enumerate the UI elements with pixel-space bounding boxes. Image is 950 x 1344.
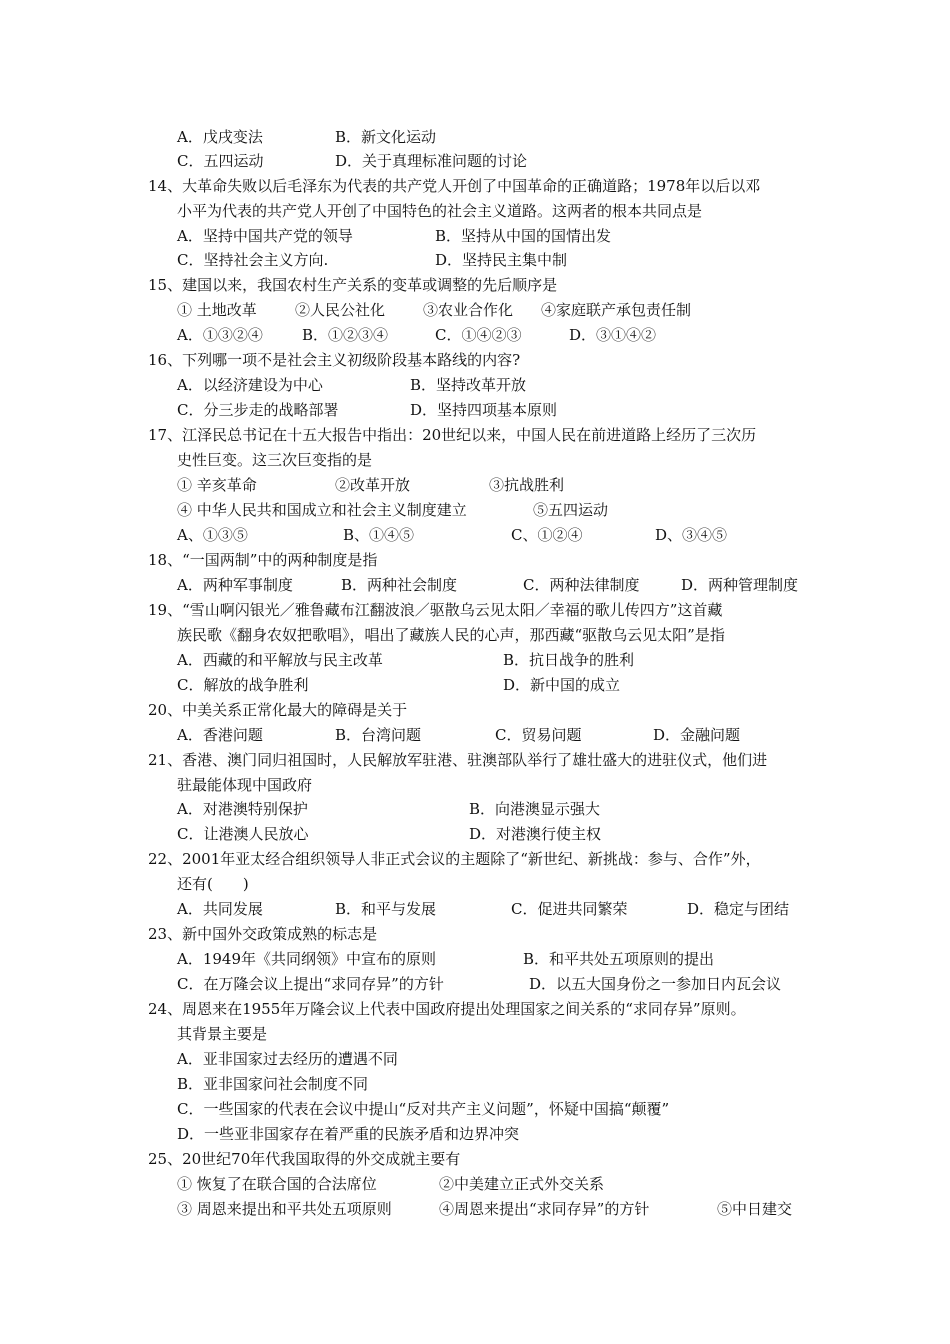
text-segment: D．新中国的成立	[503, 676, 621, 694]
text-segment: D．稳定与团结	[687, 900, 790, 918]
text-segment: A．香港问题	[177, 726, 263, 744]
text-segment: ⑤中日建交	[717, 1200, 793, 1218]
text-segment: 其背景主要是	[177, 1025, 268, 1043]
text-segment: D．关于真理标准问题的讨论	[335, 152, 528, 170]
text-segment: 15、建国以来，我国农村生产关系的变革或调整的先后顺序是	[148, 276, 558, 294]
text-segment: B、①④⑤	[343, 526, 415, 544]
text-segment: ① 土地改革	[177, 301, 257, 319]
text-segment: B．坚持改革开放	[410, 376, 527, 394]
text-segment: B．新文化运动	[335, 128, 437, 146]
text-segment: D．坚持民主集中制	[435, 251, 568, 269]
text-segment: B．和平与发展	[335, 900, 437, 918]
text-segment: B．向港澳显示强大	[469, 800, 601, 818]
text-segment: D．③①④②	[569, 326, 657, 344]
text-segment: A．亚非国家过去经历的遭遇不同	[177, 1050, 398, 1068]
text-segment: C．一些国家的代表在会议中提山“反对共产主义问题”，怀疑中国搞“颠覆”	[177, 1100, 670, 1118]
text-segment: ④周恩来提出“求同存异”的方针	[439, 1200, 650, 1218]
text-segment: 16、下列哪一项不是社会主义初级阶段基本路线的内容?	[148, 351, 521, 369]
text-segment: A．对港澳特别保护	[177, 800, 308, 818]
text-segment: C．贸易问题	[495, 726, 582, 744]
text-segment: C．在万隆会议上提出“求同存异”的方针	[177, 975, 444, 993]
text-segment: ④ 中华人民共和国成立和社会主义制度建立	[177, 501, 467, 519]
text-segment: 17、江泽民总书记在十五大报告中指出：20世纪以来，中国人民在前进道路上经历了三次历	[148, 426, 757, 444]
text-segment: D．两种管理制度	[681, 576, 799, 594]
text-segment: C．分三步走的战略部署	[177, 401, 339, 419]
text-segment: D．以五大国身份之一参加日内瓦会议	[529, 975, 782, 993]
text-segment: 19、“雪山啊闪银光／雅鲁藏布江翻波浪／驱散乌云见太阳／幸福的歌儿传四方”这首藏	[148, 601, 723, 619]
text-segment: C．①④②③	[435, 326, 522, 344]
text-segment: B．①②③④	[302, 326, 389, 344]
text-segment: B．坚持从中国的国情出发	[435, 227, 612, 245]
text-segment: ②人民公社化	[295, 301, 386, 319]
text-segment: 族民歌《翻身农奴把歌唱》，唱出了藏族人民的心声，那西藏“驱散乌云见太阳”是指	[177, 626, 725, 644]
text-segment: B．抗日战争的胜利	[503, 651, 635, 669]
text-segment: ②中美建立正式外交关系	[439, 1175, 605, 1193]
text-segment: B．台湾问题	[335, 726, 422, 744]
text-segment: D．对港澳行使主权	[469, 825, 602, 843]
text-segment: C．解放的战争胜利	[177, 676, 309, 694]
text-segment: D．金融问题	[653, 726, 741, 744]
text-segment: ⑤五四运动	[533, 501, 609, 519]
text-segment: D．一些亚非国家存在着严重的民族矛盾和边界冲突	[177, 1125, 520, 1143]
text-segment: A．以经济建设为中心	[177, 376, 323, 394]
text-segment: 18、“一国两制”中的两种制度是指	[148, 551, 378, 569]
text-segment: ① 辛亥革命	[177, 476, 257, 494]
text-segment: A．坚持中国共产党的领导	[177, 227, 353, 245]
text-segment: C．两种法律制度	[523, 576, 640, 594]
text-segment: 22、2001年亚太经合组织领导人非正式会议的主题除了“新世纪、新挑战：参与、合作”外，	[148, 850, 761, 868]
text-segment: C．促进共同繁荣	[511, 900, 628, 918]
text-segment: C．坚持社会主义方向.	[177, 251, 329, 269]
text-segment: D、③④⑤	[655, 526, 728, 544]
text-segment: 24、周恩来在1955年万隆会议上代表中国政府提出处理国家之间关系的“求同存异”原则。	[148, 1000, 746, 1018]
text-segment: A．1949年《共同纲领》中宣布的原则	[177, 950, 437, 968]
text-segment: A．共同发展	[177, 900, 263, 918]
text-segment: ③农业合作化	[423, 301, 514, 319]
text-segment: 14、大革命失败以后毛泽东为代表的共产党人开创了中国革命的正确道路；1978年以后以邓	[148, 177, 761, 195]
text-segment: 25、20世纪70年代我国取得的外交成就主要有	[148, 1150, 461, 1168]
text-segment: ③抗战胜利	[489, 476, 565, 494]
text-segment: C．五四运动	[177, 152, 264, 170]
text-segment: 23、新中国外交政策成熟的标志是	[148, 925, 378, 943]
text-segment: D．坚持四项基本原则	[410, 401, 558, 419]
text-segment: B．亚非国家问社会制度不同	[177, 1075, 369, 1093]
text-segment: A．两种军事制度	[177, 576, 293, 594]
text-segment: B．和平共处五项原则的提出	[523, 950, 715, 968]
text-segment: ③ 周恩来提出和平共处五项原则	[177, 1200, 392, 1218]
text-segment: A．戊戌变法	[177, 128, 263, 146]
text-segment: A．①③②④	[177, 326, 263, 344]
text-segment: C．让港澳人民放心	[177, 825, 309, 843]
text-segment: 小平为代表的共产党人开创了中国特色的社会主义道路。这两者的根本共同点是	[177, 202, 703, 220]
text-segment: 史性巨变。这三次巨变指的是	[177, 451, 373, 469]
text-segment: ④家庭联产承包责任制	[541, 301, 692, 319]
text-segment: 21、香港、澳门同归祖国时，人民解放军驻港、驻澳部队举行了雄壮盛大的进驻仪式，他们进	[148, 751, 768, 769]
text-segment: A．西藏的和平解放与民主改革	[177, 651, 383, 669]
text-segment: ②改革开放	[335, 476, 411, 494]
text-segment: 还有( )	[177, 875, 249, 893]
text-segment: 20、中美关系正常化最大的障碍是关于	[148, 701, 408, 719]
text-segment: B．两种社会制度	[341, 576, 458, 594]
text-segment: 驻最能体现中国政府	[177, 776, 313, 794]
text-segment: ① 恢复了在联合国的合法席位	[177, 1175, 377, 1193]
text-segment: C、①②④	[511, 526, 583, 544]
text-segment: A、①③⑤	[177, 526, 248, 544]
